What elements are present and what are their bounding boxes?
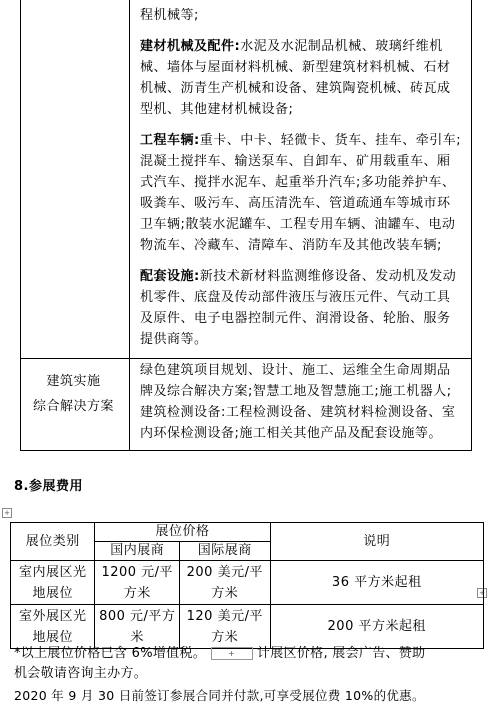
category-text: 程机械等;: [140, 8, 199, 23]
table-header-row: [11, 523, 484, 542]
category-lead: 配套设施:: [140, 269, 200, 284]
column-header-domestic: 国内展商: [95, 542, 180, 561]
cell-note: 36 平方米起租: [270, 561, 483, 605]
note-text: 计展区价格, 展会广告、赞助: [256, 646, 426, 661]
note-line-1: [14, 644, 484, 664]
category-text: 新技术新材料监测维修设备、发动机及发动机零件、底盘及传动部件液压与液压元件、气动工具及原件、电子电器控制元件、润滑设备、轮胎、服务提供商等。: [140, 269, 457, 347]
note-line-3: 2020 年 9 月 30 日前签订参展合同并付款,可享受展位费 10%的优惠。: [14, 688, 425, 703]
list-item: [140, 266, 463, 350]
cell-international-price: 120 美元/平方米: [180, 605, 270, 649]
table-row: [11, 561, 484, 605]
solution-description-cell: [130, 359, 472, 451]
list-item: [140, 130, 463, 256]
section-heading: 8.参展费用: [14, 479, 83, 494]
column-header-note: 说明: [270, 523, 483, 561]
column-header-price: 展位价格: [95, 523, 270, 542]
category-lead: 工程车辆:: [140, 133, 200, 148]
category-text: 重卡、中卡、轻微卡、货车、挂车、牵引车;混凝土搅拌车、输送泵车、自卸车、矿用载重车、厢式汽车、搅拌水泥车、起重举升汽车;多功能养护车、吸粪车、吸污车、高压清洗车、管道疏通车等城市环卫车辆;散装水泥罐车、工程专用车辆、油罐车、电动物流车、冷藏车、清障车、消防车及其他改装车辆;: [140, 133, 462, 253]
table-row: [11, 605, 484, 649]
cell-international-price: 200 美元/平方米: [180, 561, 270, 605]
cell-note: 200 平方米起租: [270, 605, 483, 649]
plus-marker-icon[interactable]: +: [477, 588, 487, 598]
cell-type: 室外展区光地展位: [11, 605, 95, 649]
category-text: 水泥及水泥制品机械、玻璃纤维机械、墙体与屋面材料机械、新型建筑材料机械、石材机械、沥青生产机械和设备、建筑陶瓷机械、砖瓦成型机、其他建材机械设备;: [140, 39, 451, 117]
solution-label-line1: 建筑实施: [46, 374, 101, 389]
solution-text: 绿色建筑项目规划、设计、施工、运维全生命周期品牌及综合解决方案;智慧工地及智慧施工;施工机器人;建筑检测设备:工程检测设备、建筑材料检测设备、室内环保检测设备;施工相关其他产品及配套设施等。: [140, 363, 456, 441]
table-move-handle-icon[interactable]: +: [211, 647, 253, 660]
solution-label-line2: 综合解决方案: [32, 399, 114, 414]
cell-domestic-price: 1200 元/平方米: [95, 561, 180, 605]
list-item: [140, 5, 463, 26]
list-item: [140, 36, 463, 120]
category-description-cell: [130, 0, 472, 359]
cell-domestic-price: 800 元/平方米: [95, 605, 180, 649]
category-cell-empty: [21, 0, 130, 359]
solution-label: [20, 369, 127, 419]
table-row: [21, 0, 472, 359]
note-text: *以上展位价格已含 6%增值税。: [14, 646, 207, 661]
column-header-international: 国际展商: [180, 542, 270, 561]
note-line-2: 机会敬请咨询主办方。: [14, 666, 148, 681]
plus-marker-icon[interactable]: +: [2, 508, 12, 518]
cell-type: 室内展区光地展位: [11, 561, 95, 605]
column-header-type: 展位类别: [11, 523, 95, 561]
category-lead: 建材机械及配件:: [140, 39, 241, 54]
price-table: [10, 522, 484, 649]
